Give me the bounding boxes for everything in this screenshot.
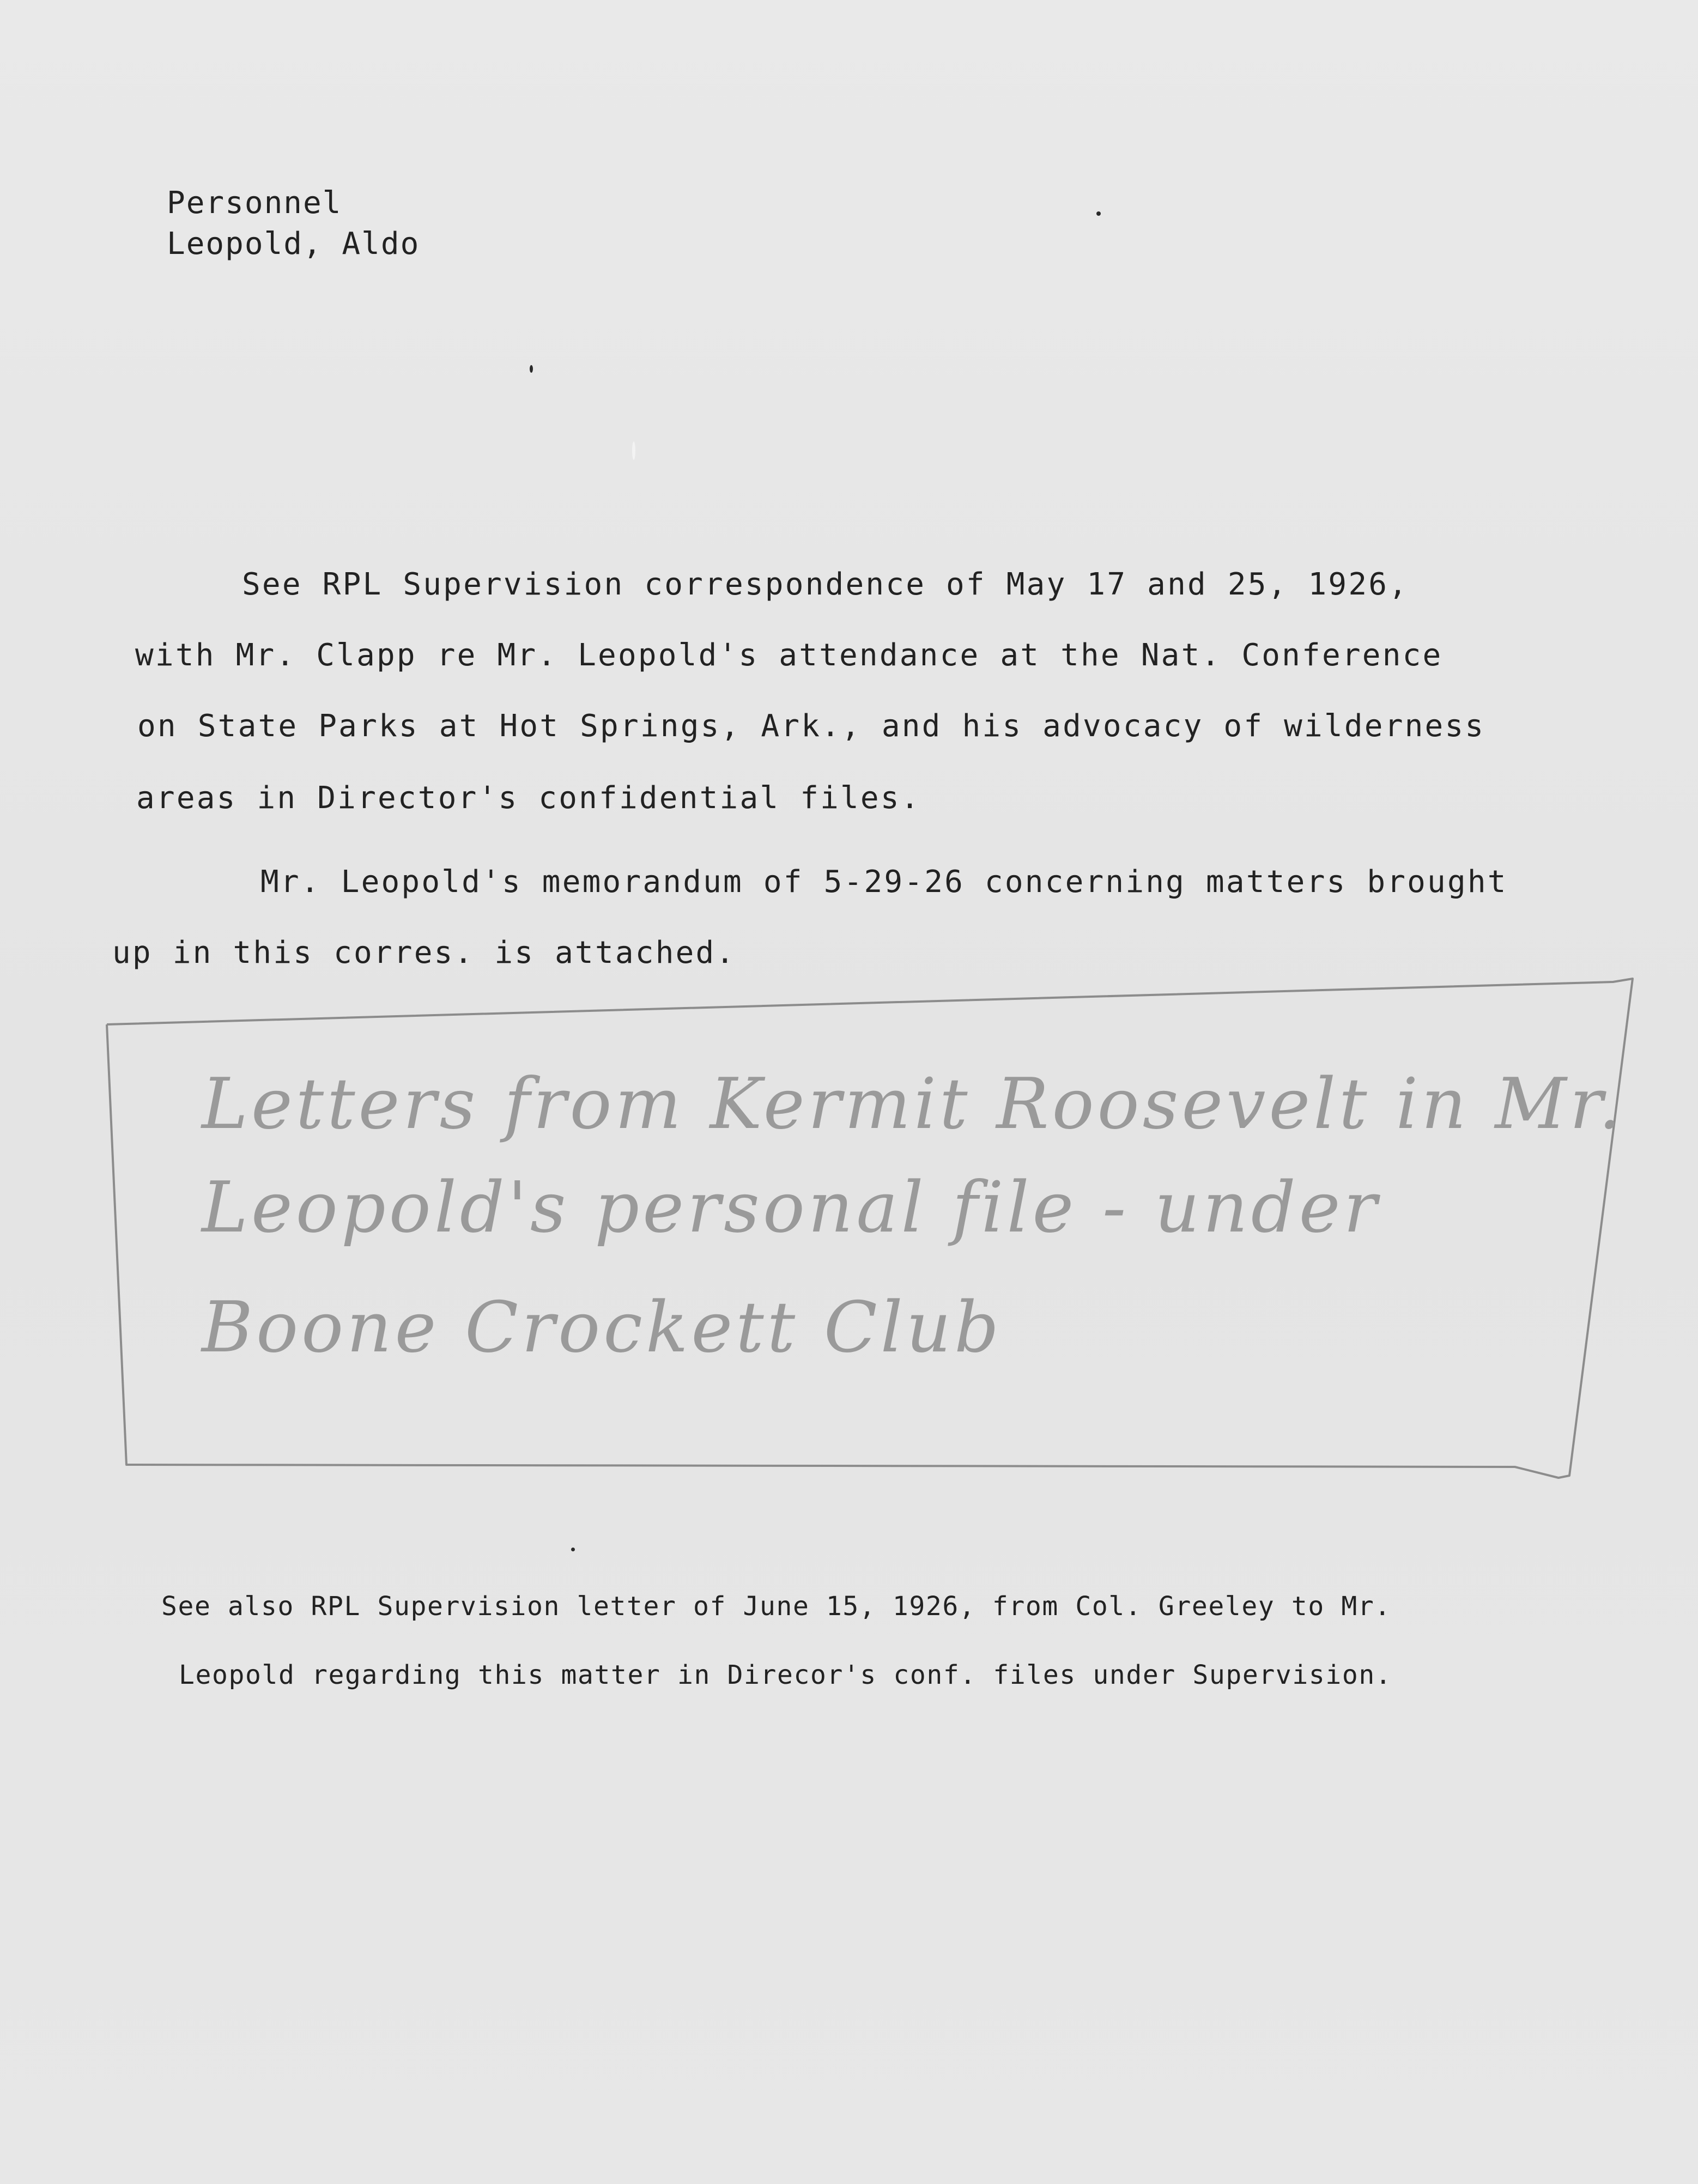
paragraph2-line2: up in this corres. is attached. [112,935,736,970]
footer-line1: See also RPL Supervision letter of June 15, 1926, from Col. Greeley to Mr. [161,1591,1391,1622]
paragraph1-line4: areas in Director's confidential files. [136,780,921,816]
handwritten-note-line3: Boone Crockett Club [202,1287,1003,1368]
speck-mark [1096,211,1101,216]
speck-mark [632,441,635,460]
paragraph1-line3: on State Parks at Hot Springs, Ark., and his advocacy of wilderness [137,708,1485,744]
paragraph1-line2: with Mr. Clapp re Mr. Leopold's attendance at the Nat. Conference [135,638,1443,673]
handwritten-note-line1: Letters from Kermit Roosevelt in Mr. [202,1064,1624,1145]
handwritten-note-line2: Leopold's personal file - under [202,1167,1380,1248]
header-personnel: Personnel [167,185,342,221]
header-name: Leopold, Aldo [167,226,420,262]
paragraph1-line1: See RPL Supervision correspondence of May 17 and 25, 1926, [242,567,1409,602]
speck-mark [530,365,533,373]
footer-line2: Leopold regarding this matter in Direcor's conf. files under Supervision. [179,1660,1392,1690]
paragraph2-line1: Mr. Leopold's memorandum of 5-29-26 concerning matters brought [260,864,1508,900]
pencil-box-outline [107,979,1633,1478]
speck-mark [571,1548,575,1551]
